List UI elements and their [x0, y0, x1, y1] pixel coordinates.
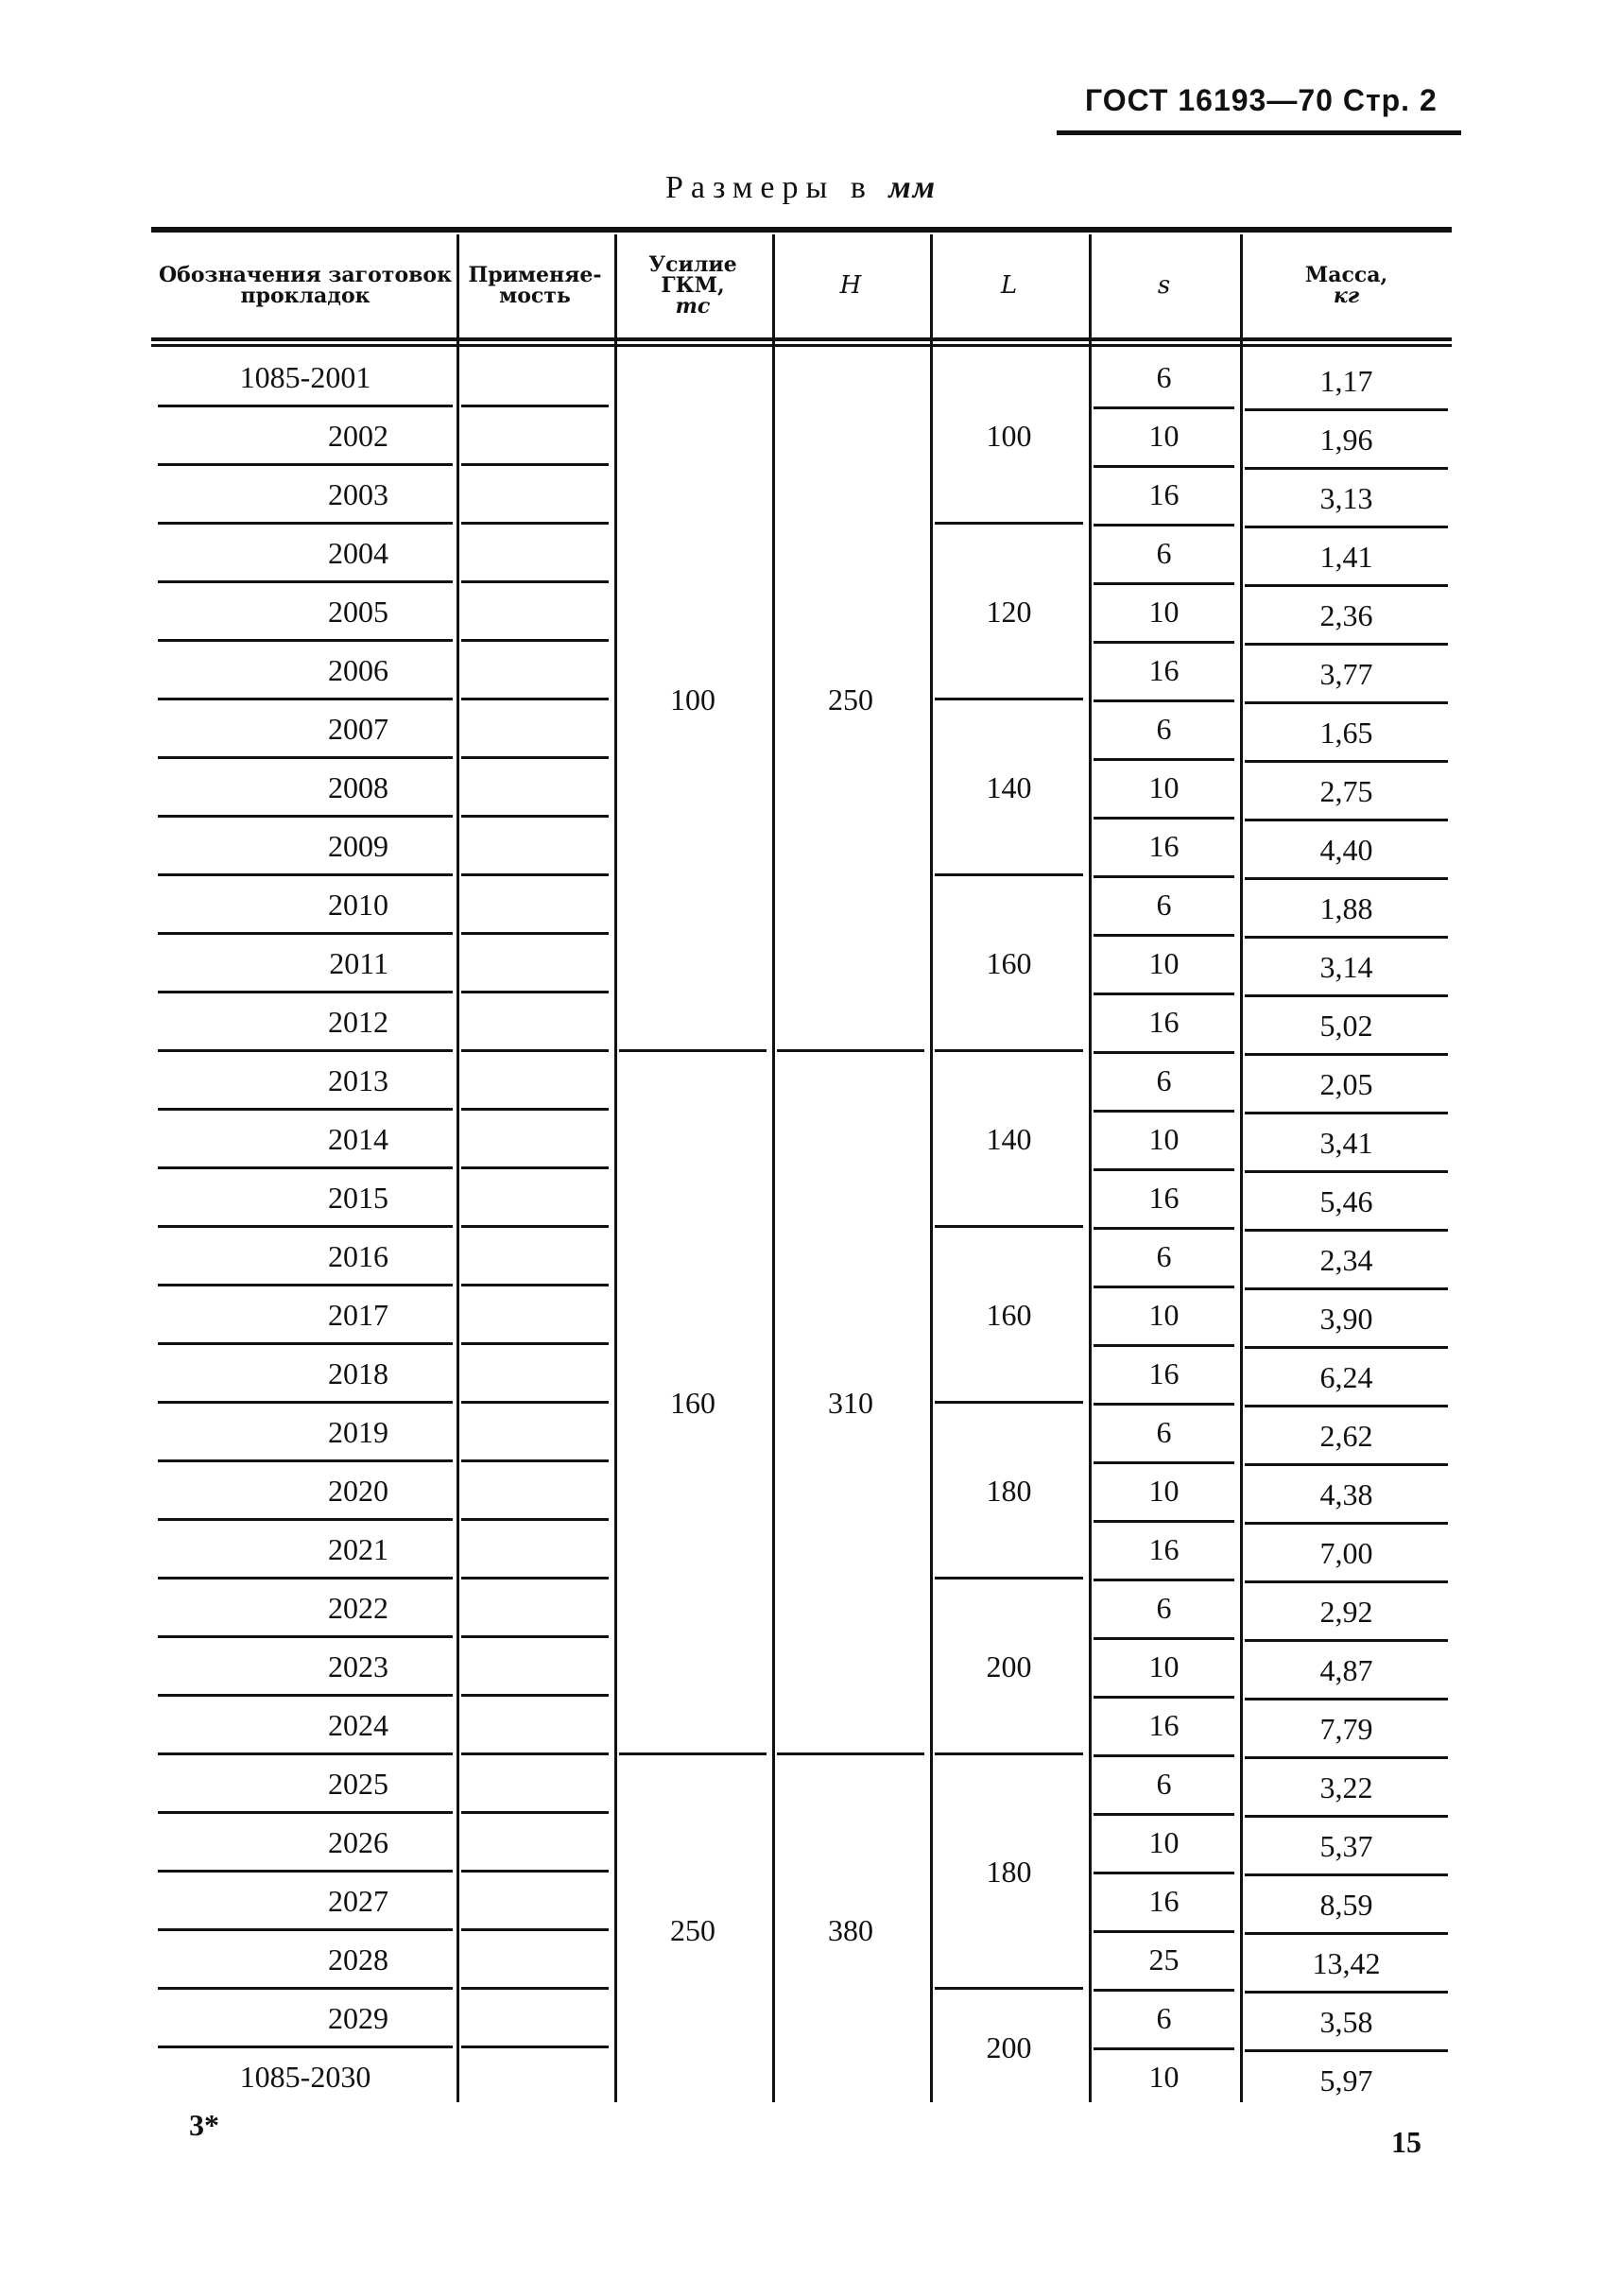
- L-group-cell: 200: [986, 2029, 1032, 2064]
- designation-cell: 2003: [328, 476, 388, 511]
- designation-cell: 2016: [328, 1238, 388, 1273]
- column-divider: [614, 234, 617, 2102]
- row-rule: [461, 522, 609, 525]
- mass-cell: 5,97: [1319, 2063, 1373, 2097]
- L-group-cell: 200: [986, 1649, 1032, 1683]
- row-rule: [1094, 641, 1234, 644]
- designation-cell: 2017: [328, 1297, 388, 1332]
- L-group-rule: [935, 1225, 1083, 1228]
- row-rule: [1094, 1520, 1234, 1523]
- row-rule: [461, 580, 609, 583]
- row-rule: [158, 1108, 453, 1111]
- page-header: ГОСТ 16193—70 Стр. 2: [1085, 83, 1438, 117]
- mass-cell: 7,79: [1319, 1711, 1373, 1746]
- L-group-rule: [935, 522, 1083, 525]
- s-cell: 10: [1148, 418, 1180, 453]
- row-rule: [461, 756, 609, 759]
- row-rule: [461, 873, 609, 876]
- row-rule: [1094, 758, 1234, 761]
- row-rule: [1245, 1287, 1448, 1290]
- row-rule: [1094, 1286, 1234, 1288]
- row-rule: [1245, 467, 1448, 470]
- row-rule: [461, 1870, 609, 1873]
- row-rule: [158, 522, 453, 525]
- designation-cell: 2006: [328, 652, 388, 687]
- mass-cell: 5,37: [1319, 1828, 1373, 1863]
- mass-cell: 4,38: [1319, 1476, 1373, 1511]
- row-rule: [1094, 582, 1234, 585]
- mass-cell: 3,14: [1319, 949, 1373, 984]
- row-rule: [1245, 1053, 1448, 1056]
- mass-cell: 4,40: [1319, 832, 1373, 867]
- s-cell: 6: [1156, 1062, 1172, 1097]
- designation-cell: 2024: [328, 1707, 388, 1742]
- row-rule: [461, 1225, 609, 1228]
- H-group-cell: 380: [828, 1912, 873, 1947]
- s-cell: 10: [1148, 1121, 1180, 1156]
- row-rule: [1094, 699, 1234, 702]
- row-rule: [1245, 1991, 1448, 1994]
- row-rule: [158, 1225, 453, 1228]
- mass-cell: 1,88: [1319, 890, 1373, 925]
- designation-cell: 2005: [328, 594, 388, 629]
- row-rule: [158, 1401, 453, 1404]
- mass-cell: 7,00: [1319, 1535, 1373, 1570]
- designation-cell: 2022: [328, 1590, 388, 1625]
- row-rule: [1094, 1227, 1234, 1230]
- H-group-cell: 250: [828, 682, 873, 716]
- mass-cell: 4,87: [1319, 1652, 1373, 1687]
- row-rule: [158, 1635, 453, 1638]
- designation-cell: 2002: [328, 418, 388, 453]
- mass-cell: 3,13: [1319, 480, 1373, 515]
- s-cell: 10: [1148, 1473, 1180, 1508]
- row-rule: [1094, 1344, 1234, 1347]
- row-rule: [1245, 819, 1448, 821]
- s-cell: 16: [1148, 1004, 1180, 1039]
- designation-cell: 2029: [328, 2000, 388, 2035]
- row-rule: [1094, 1110, 1234, 1113]
- s-cell: 6: [1156, 1414, 1172, 1449]
- caption-text: Размеры в: [664, 170, 889, 205]
- row-rule: [158, 1811, 453, 1814]
- row-rule: [158, 639, 453, 642]
- L-group-cell: 100: [986, 418, 1032, 453]
- col-header-H: H: [839, 271, 862, 300]
- s-cell: 16: [1148, 1531, 1180, 1566]
- H-group-rule: [777, 1049, 924, 1052]
- row-rule: [1245, 1112, 1448, 1114]
- row-rule: [461, 1694, 609, 1697]
- col-header-force: [615, 234, 770, 337]
- designation-cell: 2007: [328, 711, 388, 746]
- row-rule: [461, 1284, 609, 1286]
- designation-cell: 2025: [328, 1766, 388, 1801]
- s-cell: 6: [1156, 1590, 1172, 1625]
- col-header-force-unit: тс: [675, 294, 711, 319]
- row-rule: [1245, 1873, 1448, 1876]
- row-rule: [461, 1577, 609, 1580]
- row-rule: [1245, 1756, 1448, 1759]
- mass-cell: 5,46: [1319, 1183, 1373, 1218]
- s-cell: 16: [1148, 1707, 1180, 1742]
- row-rule: [1094, 2047, 1234, 2050]
- mass-cell: 2,05: [1319, 1066, 1373, 1101]
- row-rule: [1094, 465, 1234, 468]
- mass-cell: 2,92: [1319, 1594, 1373, 1629]
- row-rule: [461, 1752, 609, 1755]
- row-rule: [1094, 1051, 1234, 1054]
- designation-cell: 1085-2001: [239, 359, 371, 394]
- row-rule: [158, 1166, 453, 1169]
- designation-cell: 2008: [328, 769, 388, 804]
- column-divider: [772, 234, 775, 2102]
- row-rule: [158, 1342, 453, 1345]
- designation-cell: 2026: [328, 1824, 388, 1859]
- table-top-rule: [151, 227, 1452, 233]
- designation-cell: 2011: [329, 945, 388, 980]
- caption-unit: мм: [888, 170, 938, 205]
- row-rule: [158, 1928, 453, 1931]
- row-rule: [1245, 526, 1448, 528]
- row-rule: [461, 405, 609, 407]
- L-group-cell: 120: [986, 594, 1032, 629]
- row-rule: [1245, 877, 1448, 880]
- mass-cell: 1,41: [1319, 539, 1373, 574]
- row-rule: [1245, 2049, 1448, 2052]
- col-header-mass-unit: кг: [1333, 284, 1360, 308]
- row-rule: [1094, 1813, 1234, 1816]
- row-rule: [1094, 934, 1234, 937]
- row-rule: [461, 1518, 609, 1521]
- row-rule: [1094, 1579, 1234, 1581]
- L-group-rule: [935, 698, 1083, 700]
- designation-cell: 2018: [328, 1355, 388, 1390]
- force-group-rule: [619, 1752, 767, 1755]
- designation-cell: 2014: [328, 1121, 388, 1156]
- row-rule: [1094, 875, 1234, 878]
- designation-cell: 2004: [328, 535, 388, 570]
- designation-cell: 2021: [328, 1531, 388, 1566]
- mass-cell: 1,65: [1319, 715, 1373, 750]
- row-rule: [1245, 1229, 1448, 1232]
- row-rule: [1094, 524, 1234, 527]
- designation-cell: 2023: [328, 1649, 388, 1683]
- row-rule: [158, 463, 453, 466]
- mass-cell: 5,02: [1319, 1008, 1373, 1043]
- L-group-rule: [935, 1049, 1083, 1052]
- designation-cell: 2019: [328, 1414, 388, 1449]
- mass-cell: 2,75: [1319, 773, 1373, 808]
- designation-cell: 2020: [328, 1473, 388, 1508]
- row-rule: [1245, 584, 1448, 587]
- row-rule: [1245, 936, 1448, 939]
- row-rule: [461, 991, 609, 993]
- col-header-usage: Применяе-мость: [468, 263, 602, 308]
- row-rule: [1245, 994, 1448, 997]
- row-rule: [158, 1284, 453, 1286]
- row-rule: [1245, 1522, 1448, 1525]
- s-cell: 6: [1156, 887, 1172, 922]
- row-rule: [158, 1518, 453, 1521]
- row-rule: [461, 463, 609, 466]
- row-rule: [1094, 1696, 1234, 1699]
- mass-cell: 3,77: [1319, 656, 1373, 691]
- s-cell: 6: [1156, 1766, 1172, 1801]
- row-rule: [1245, 408, 1448, 411]
- force-group-cell: 250: [670, 1912, 715, 1947]
- row-rule: [158, 1694, 453, 1697]
- s-cell: 6: [1156, 359, 1172, 394]
- row-rule: [158, 756, 453, 759]
- row-rule: [461, 1166, 609, 1169]
- row-rule: [1094, 1637, 1234, 1640]
- s-cell: 16: [1148, 476, 1180, 511]
- column-divider: [930, 234, 933, 2102]
- mass-cell: 2,36: [1319, 597, 1373, 632]
- row-rule: [1094, 817, 1234, 820]
- force-group-rule: [619, 1049, 767, 1052]
- designation-cell: 2015: [328, 1180, 388, 1215]
- s-cell: 10: [1148, 1649, 1180, 1683]
- col-header-mass: [1241, 234, 1452, 337]
- row-rule: [158, 991, 453, 993]
- L-group-rule: [935, 1577, 1083, 1580]
- footer-page-number: 15: [1391, 2125, 1421, 2159]
- row-rule: [461, 1459, 609, 1462]
- col-header-s: s: [1157, 271, 1171, 300]
- row-rule: [1245, 1346, 1448, 1349]
- L-group-rule: [935, 1987, 1083, 1990]
- designation-cell: 2027: [328, 1883, 388, 1918]
- row-rule: [158, 580, 453, 583]
- row-rule: [1245, 1463, 1448, 1466]
- L-group-cell: 180: [986, 1473, 1032, 1508]
- row-rule: [1245, 760, 1448, 763]
- row-rule: [461, 1049, 609, 1052]
- s-cell: 10: [1148, 2059, 1180, 2094]
- row-rule: [1245, 1815, 1448, 1818]
- s-cell: 16: [1148, 1180, 1180, 1215]
- row-rule: [158, 2046, 453, 2048]
- col-header-L: L: [1000, 271, 1018, 300]
- row-rule: [158, 1870, 453, 1873]
- col-header-designation: Обозначения заготовок прокладок: [159, 263, 452, 308]
- row-rule: [1245, 1170, 1448, 1173]
- mass-cell: 3,90: [1319, 1301, 1373, 1336]
- s-cell: 6: [1156, 711, 1172, 746]
- row-rule: [1245, 1580, 1448, 1583]
- row-rule: [158, 1752, 453, 1755]
- row-rule: [158, 1459, 453, 1462]
- row-rule: [158, 815, 453, 818]
- s-cell: 16: [1148, 1355, 1180, 1390]
- header-rule: [1057, 130, 1461, 135]
- designation-cell: 2010: [328, 887, 388, 922]
- s-cell: 6: [1156, 1238, 1172, 1273]
- s-cell: 6: [1156, 2000, 1172, 2035]
- row-rule: [1094, 1989, 1234, 1992]
- header-bottom-rule-2: [151, 344, 1452, 347]
- row-rule: [158, 1577, 453, 1580]
- row-rule: [461, 932, 609, 935]
- designation-cell: 2009: [328, 828, 388, 863]
- row-rule: [1245, 1698, 1448, 1700]
- s-cell: 6: [1156, 535, 1172, 570]
- row-rule: [461, 1987, 609, 1990]
- L-group-rule: [935, 1752, 1083, 1755]
- col-header-mass-label: Масса,: [1304, 263, 1388, 287]
- designation-cell: 2013: [328, 1062, 388, 1097]
- mass-cell: 1,96: [1319, 422, 1373, 457]
- header-bottom-rule: [151, 337, 1452, 341]
- row-rule: [158, 1987, 453, 1990]
- row-rule: [1094, 406, 1234, 409]
- mass-cell: 3,41: [1319, 1125, 1373, 1160]
- row-rule: [461, 639, 609, 642]
- row-rule: [461, 1928, 609, 1931]
- H-group-rule: [777, 1752, 924, 1755]
- s-cell: 16: [1148, 652, 1180, 687]
- col-header-force-label: Усилие ГКМ,: [648, 252, 737, 298]
- row-rule: [158, 873, 453, 876]
- row-rule: [461, 1401, 609, 1404]
- designation-cell: 2028: [328, 1942, 388, 1977]
- row-rule: [461, 1342, 609, 1345]
- row-rule: [1094, 993, 1234, 995]
- row-rule: [1094, 1754, 1234, 1757]
- designation-cell: 1085-2030: [239, 2059, 371, 2094]
- designation-cell: 2012: [328, 1004, 388, 1039]
- mass-cell: 2,62: [1319, 1418, 1373, 1453]
- row-rule: [461, 1108, 609, 1111]
- mass-cell: 2,34: [1319, 1242, 1373, 1277]
- s-cell: 10: [1148, 1297, 1180, 1332]
- L-group-cell: 160: [986, 945, 1032, 980]
- row-rule: [1245, 701, 1448, 704]
- mass-cell: 1,17: [1319, 363, 1373, 398]
- footer-sheet-mark: 3*: [189, 2108, 219, 2142]
- row-rule: [158, 698, 453, 700]
- row-rule: [1094, 1461, 1234, 1464]
- s-cell: 25: [1148, 1942, 1180, 1977]
- mass-cell: 13,42: [1312, 1945, 1381, 1980]
- row-rule: [1245, 1405, 1448, 1407]
- L-group-rule: [935, 1401, 1083, 1404]
- s-cell: 16: [1148, 828, 1180, 863]
- row-rule: [1094, 1168, 1234, 1171]
- row-rule: [1245, 643, 1448, 646]
- L-group-rule: [935, 873, 1083, 876]
- L-group-cell: 140: [986, 1121, 1032, 1156]
- force-group-cell: 160: [670, 1385, 715, 1420]
- row-rule: [461, 698, 609, 700]
- row-rule: [461, 2046, 609, 2048]
- row-rule: [158, 932, 453, 935]
- s-cell: 10: [1148, 594, 1180, 629]
- row-rule: [158, 405, 453, 407]
- row-rule: [1094, 1872, 1234, 1874]
- row-rule: [461, 1811, 609, 1814]
- mass-cell: 8,59: [1319, 1887, 1373, 1922]
- mass-cell: 3,22: [1319, 1769, 1373, 1804]
- L-group-cell: 160: [986, 1297, 1032, 1332]
- row-rule: [158, 1049, 453, 1052]
- L-group-cell: 180: [986, 1854, 1032, 1889]
- mass-cell: 6,24: [1319, 1359, 1373, 1394]
- row-rule: [461, 1635, 609, 1638]
- column-divider: [1240, 234, 1243, 2102]
- L-group-cell: 140: [986, 769, 1032, 804]
- column-divider: [456, 234, 459, 2102]
- row-rule: [1094, 1930, 1234, 1933]
- table-caption: [0, 170, 1602, 206]
- row-rule: [1245, 1639, 1448, 1642]
- mass-cell: 3,58: [1319, 2004, 1373, 2039]
- s-cell: 16: [1148, 1883, 1180, 1918]
- s-cell: 10: [1148, 769, 1180, 804]
- row-rule: [1245, 1932, 1448, 1935]
- H-group-cell: 310: [828, 1385, 873, 1420]
- s-cell: 10: [1148, 1824, 1180, 1859]
- s-cell: 10: [1148, 945, 1180, 980]
- force-group-cell: 100: [670, 682, 715, 716]
- row-rule: [461, 815, 609, 818]
- row-rule: [1094, 1403, 1234, 1406]
- column-divider: [1089, 234, 1092, 2102]
